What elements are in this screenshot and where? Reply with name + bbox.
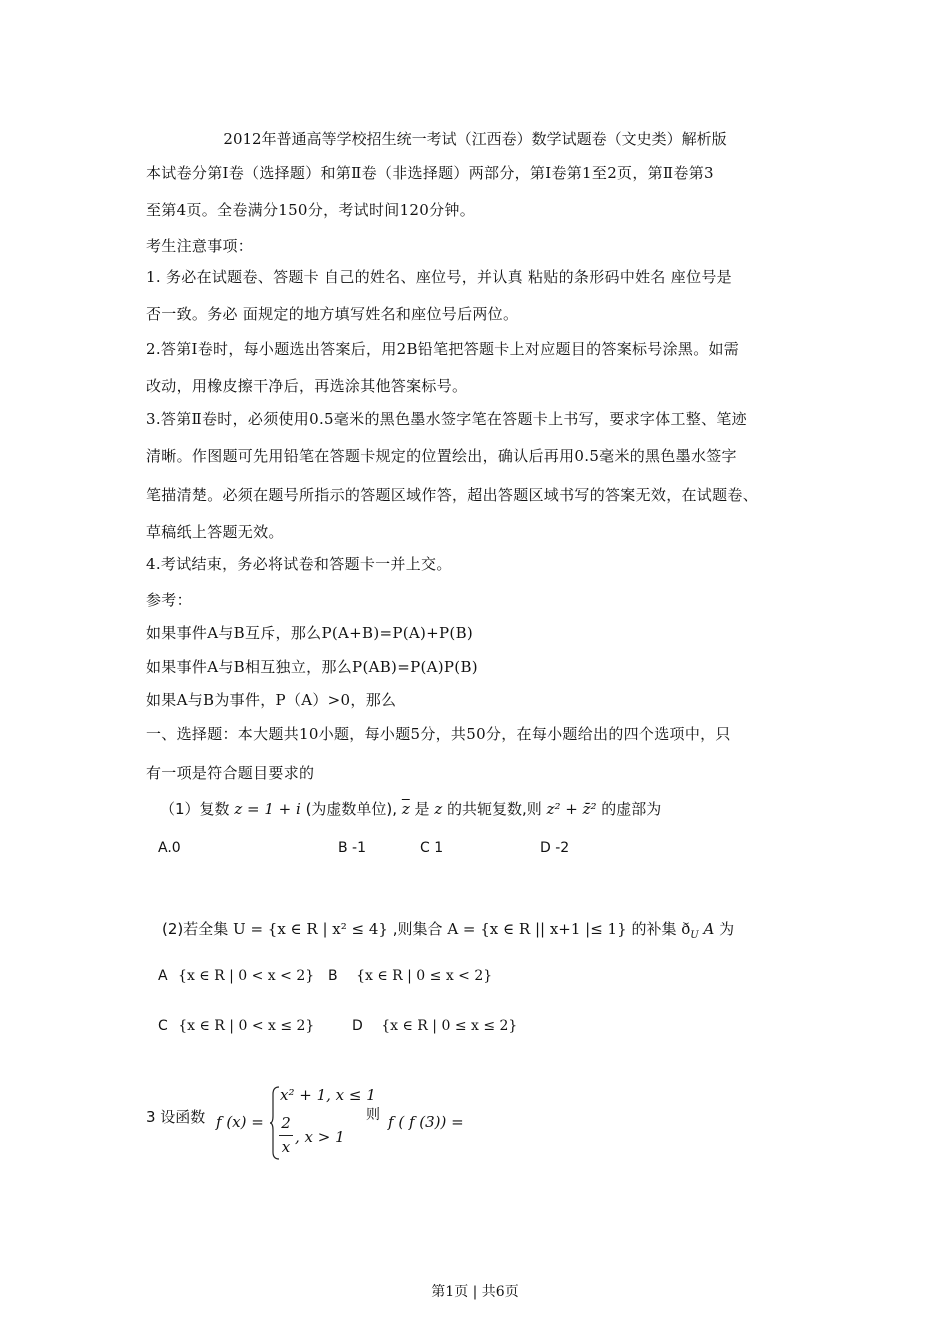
ref-line-2: 如果事件A与B相互独立，那么P(AB)=P(A)P(B) (146, 658, 478, 676)
q2-complement: ð (681, 920, 691, 938)
q2-a: A (703, 920, 715, 938)
q2-mid: ,则集合 (392, 920, 443, 938)
q1-option-b: B -1 (338, 840, 367, 856)
q1-expr-sum: z² + z̄² (546, 800, 597, 818)
q1-z: z (434, 800, 443, 818)
notice-line-9: 4.考试结束，务必将试卷和答题卡一并上交。 (146, 555, 452, 573)
q2-option-d-label: D (352, 1018, 363, 1034)
q3-fraction-bar (279, 1135, 293, 1136)
q1-suffix: 的虚部为 (601, 800, 662, 818)
q2-option-a (158, 968, 314, 984)
notice-line-6: 清晰。作图题可先用铅笔在答题卡规定的位置绘出，确认后再用0.5毫米的黑色墨水签字 (146, 447, 737, 465)
q1-expr-z: z = 1 + i (234, 800, 301, 818)
q3-fx: f (x) = (216, 1113, 264, 1131)
q2-complement-sub: U (690, 930, 699, 941)
q2-option-d-set: {x ∈ R | 0 ≤ x ≤ 2} (381, 1018, 518, 1034)
ref-line-1: 如果事件A与B互斥，那么P(A+B)=P(A)+P(B) (146, 624, 474, 642)
notice-heading: 考生注意事项： (146, 237, 254, 255)
q1-mid2: 是 (414, 800, 430, 818)
q2-option-c (158, 1018, 314, 1034)
q2-option-a-label: A (158, 968, 168, 984)
ref-heading: 参考： (146, 591, 192, 609)
q2-prefix: (2)若全集 (162, 920, 229, 938)
question-1 (160, 798, 661, 819)
notice-line-7: 笔描清楚。必须在题号所指示的答题区域作答，超出答题区域书写的答案无效，在试题卷、 (146, 486, 759, 504)
intro-line-1: 本试卷分第Ⅰ卷（选择题）和第Ⅱ卷（非选择题）两部分，第Ⅰ卷第1至2页，第Ⅱ卷第3 (146, 164, 714, 182)
q1-option-d: D -2 (540, 840, 570, 856)
q2-option-b-set: {x ∈ R | 0 ≤ x < 2} (356, 968, 493, 984)
q2-suffix: 为 (719, 920, 735, 938)
q1-option-c: C 1 (420, 840, 444, 856)
q2-option-c-label: C (158, 1018, 168, 1034)
notice-line-4: 改动，用橡皮擦干净后，再选涂其他答案标号。 (146, 377, 468, 395)
q2-option-a-set: {x ∈ R | 0 < x < 2} (178, 968, 315, 984)
notice-line-5: 3.答第Ⅱ卷时，必须使用0.5毫米的黑色墨水签字笔在答题卡上书写，要求字体工整、笔迹 (146, 410, 747, 428)
section-line-2: 有一项是符合题目要求的 (146, 764, 315, 782)
q1-mid3: 的共轭复数,则 (447, 800, 542, 818)
question-2 (162, 918, 734, 941)
q3-mid: 则 (366, 1107, 380, 1123)
page-title: 2012年普通高等学校招生统一考试（江西卷）数学试题卷（文史类）解析版 (223, 130, 727, 148)
page-footer: 第1页 | 共6页 (431, 1284, 519, 1300)
section-line-1: 一、选择题：本大题共10小题，每小题5分，共50分，在每小题给出的四个选项中，只 (146, 725, 731, 743)
q1-mid1: (为虚数单位), (305, 800, 398, 818)
notice-line-3: 2.答第Ⅰ卷时，每小题选出答案后，用2B铅笔把答题卡上对应题目的答案标号涂黑。如需 (146, 340, 740, 358)
q3-case-1: x² + 1, x ≤ 1 (280, 1086, 376, 1104)
q2-option-d (352, 1018, 517, 1034)
intro-line-2: 至第4页。全卷满分150分，考试时间120分钟。 (146, 201, 476, 219)
notice-line-1: 1. 务必在试题卷、答题卡 自己的姓名、座位号，并认真 粘贴的条形码中姓名 座位号是 (146, 268, 732, 286)
q3-case-2: , x > 1 (295, 1128, 345, 1146)
q1-prefix: （1）复数 (160, 800, 230, 818)
q2-option-b-label: B (328, 968, 338, 984)
q1-option-a: A.0 (158, 840, 181, 856)
q2-set-a: A = {x ∈ R || x+1 |≤ 1} (447, 920, 627, 938)
q1-zbar: $\overline{z}$ (401, 800, 410, 818)
q3-expression: f ( f (3)) = (388, 1113, 464, 1131)
q3-fraction-denominator: x (281, 1138, 291, 1156)
notice-line-8: 草稿纸上答题无效。 (146, 523, 284, 541)
q3-fraction-numerator: 2 (281, 1114, 291, 1132)
q2-option-c-set: {x ∈ R | 0 < x ≤ 2} (178, 1018, 315, 1034)
notice-line-2: 否一致。务必 面规定的地方填写姓名和座位号后两位。 (146, 305, 519, 323)
q2-option-b (328, 968, 492, 984)
q2-set-u: U = {x ∈ R | x² ≤ 4} (233, 920, 388, 938)
q2-mid2: 的补集 (631, 920, 677, 938)
q3-prefix: 3 设函数 (146, 1108, 206, 1126)
ref-line-3: 如果A与B为事件，P（A）>0，那么 (146, 691, 397, 709)
